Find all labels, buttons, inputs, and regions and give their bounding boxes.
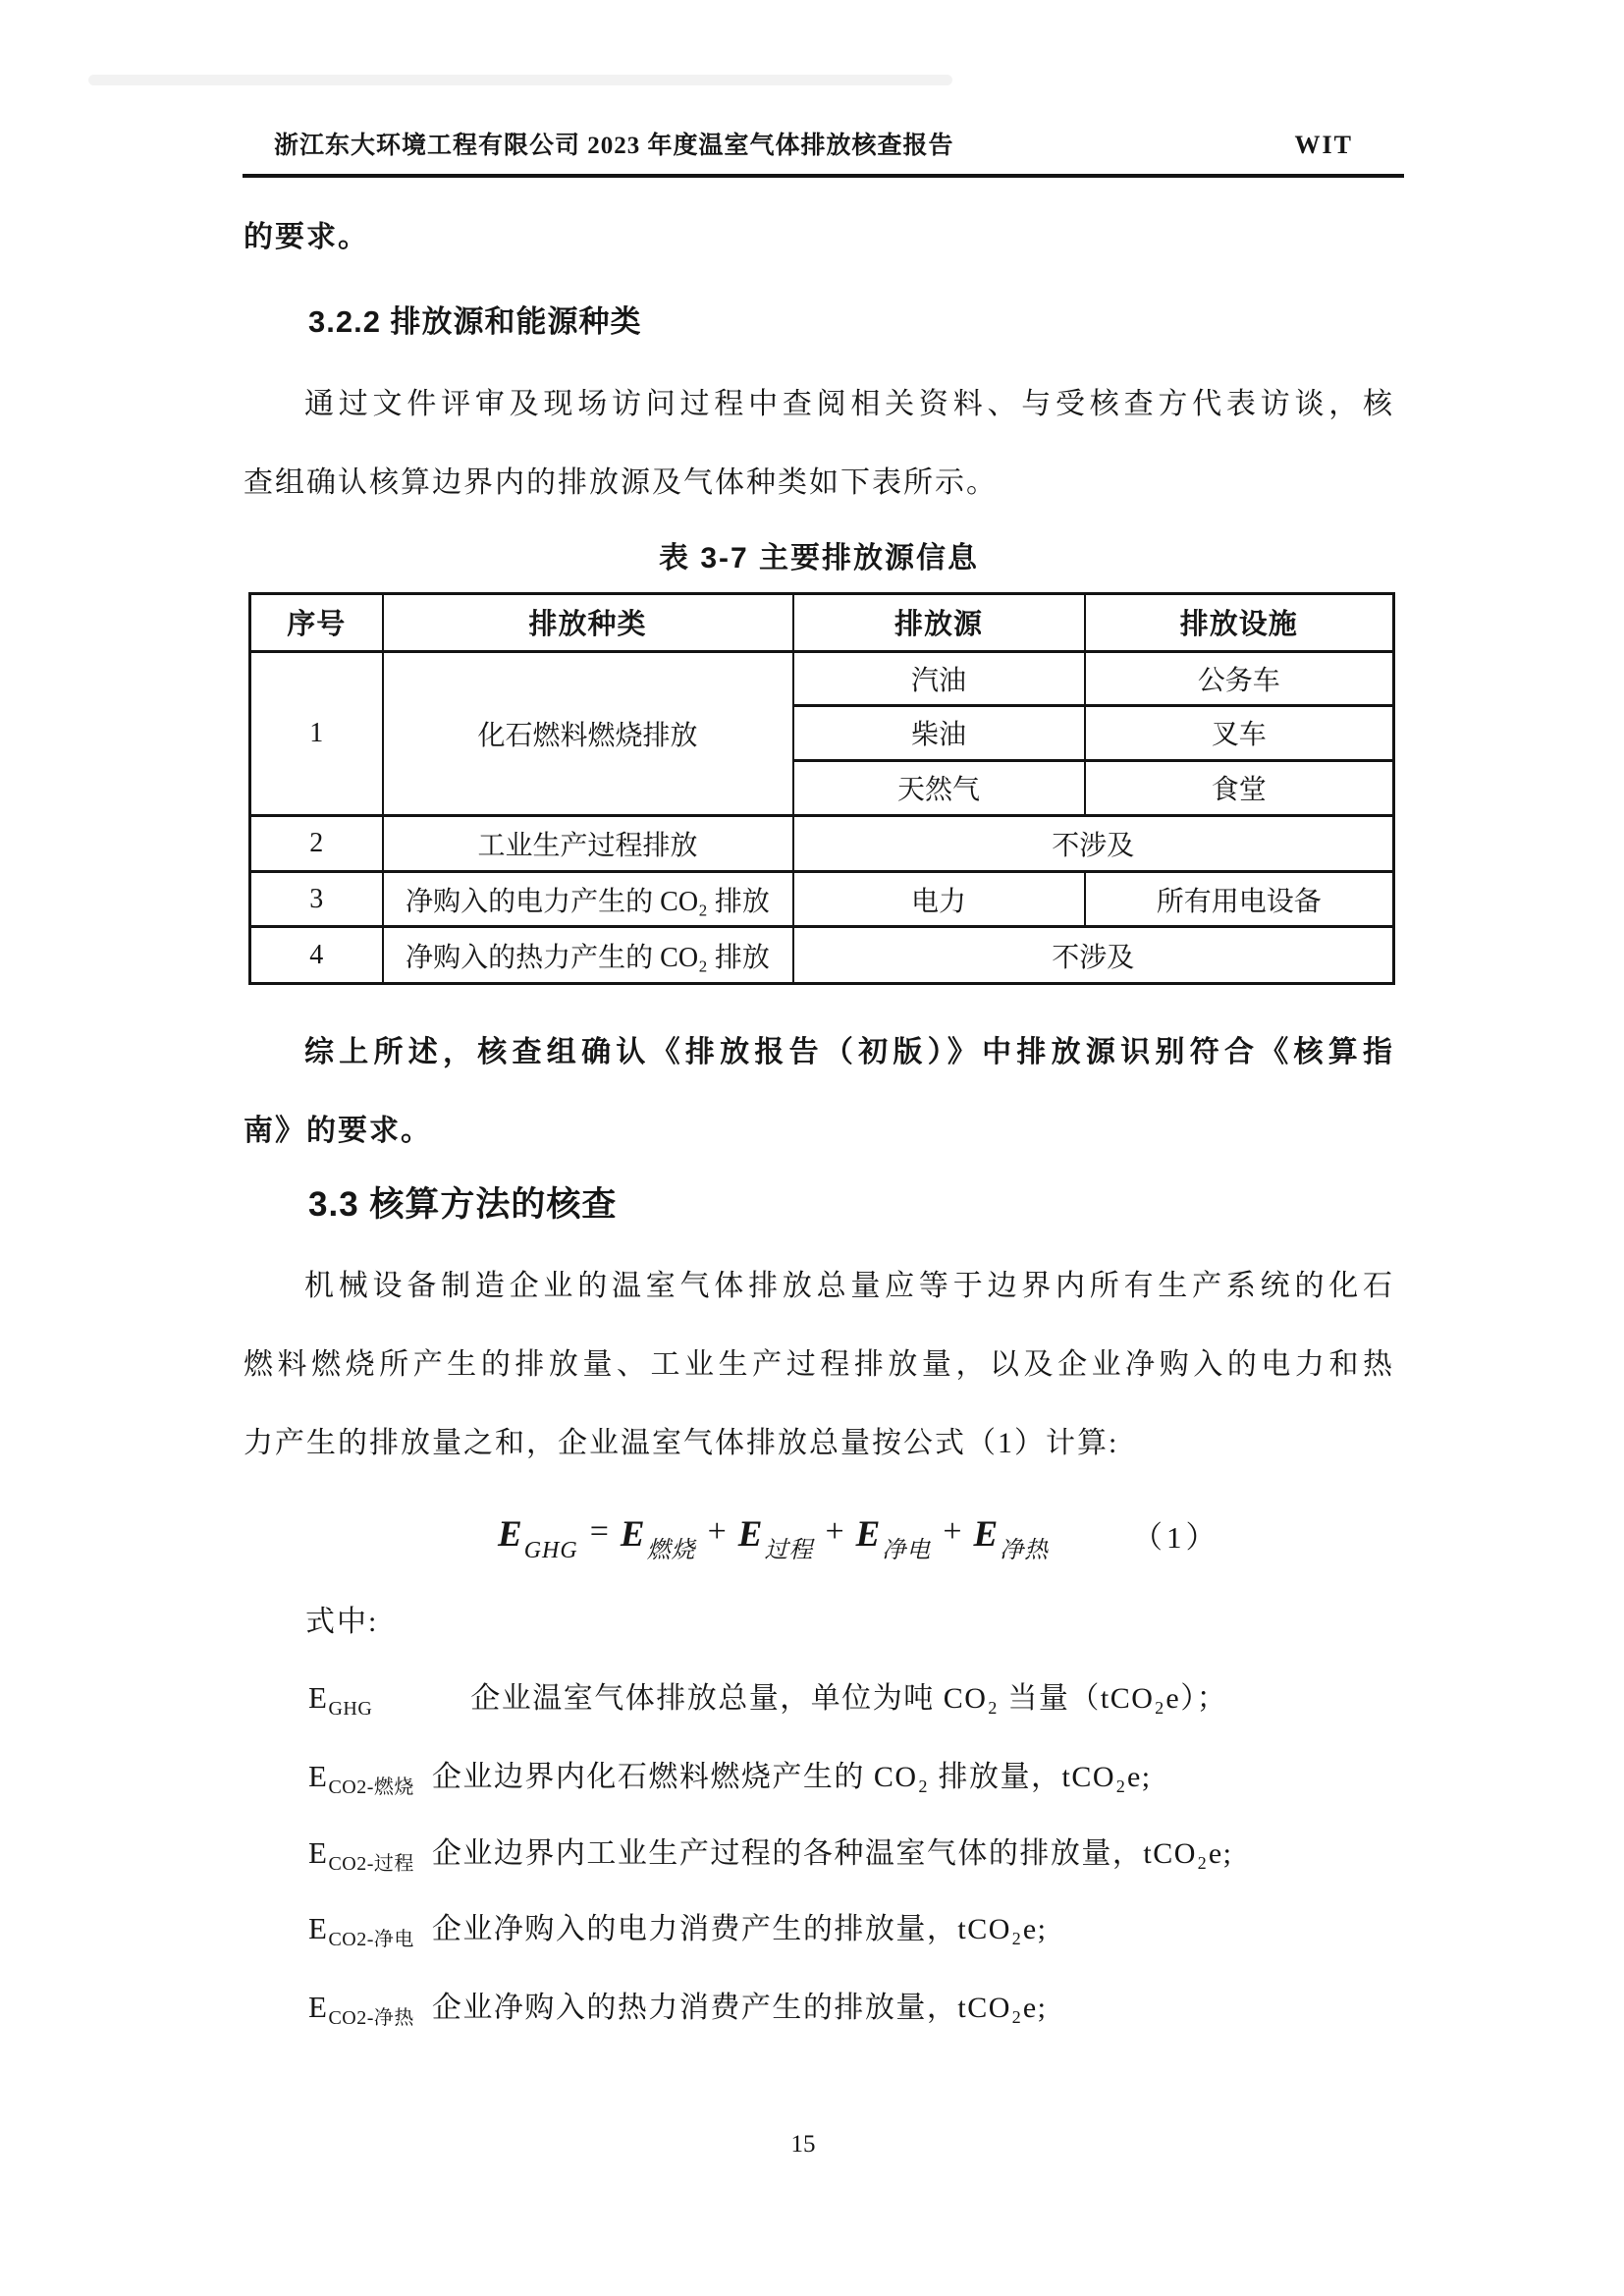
definition-eghg <box>308 1675 1398 1724</box>
col-header-kind: 排放种类 <box>383 594 793 652</box>
cell-merged: 不涉及 <box>793 927 1394 984</box>
definition-text: 企业边界内化石燃料燃烧产生的 CO₂ 排放量，tCO₂e; <box>431 1761 1152 1793</box>
definition-co2-process <box>308 1831 1398 1880</box>
cell-no: 4 <box>250 927 383 984</box>
paragraph-line: 查组确认核算边界内的排放源及气体种类如下表所示。 <box>244 466 998 499</box>
formula-lhs: EGHG <box>498 1513 578 1563</box>
definition-co2-net-heat <box>308 1985 1398 2034</box>
table-row <box>250 651 1394 706</box>
paragraph-line: 通过文件评审及现场访问过程中查阅相关资料、与受核查方代表访谈，核 <box>304 388 1394 420</box>
paragraph-line: 南》的要求。 <box>244 1115 432 1147</box>
page-number: 15 <box>790 2131 816 2158</box>
formula-expression <box>498 1513 1050 1563</box>
paragraph-line: 机械设备制造企业的温室气体排放总量应等于边界内所有生产系统的化石 <box>304 1270 1394 1302</box>
formula-number: （1） <box>1132 1519 1220 1555</box>
paragraph-line: 燃料燃烧所产生的排放量、工业生产过程排放量，以及企业净购入的电力和热 <box>244 1348 1394 1381</box>
header-logo-text: WIT <box>1294 131 1353 159</box>
col-header-facility: 排放设施 <box>1085 594 1394 652</box>
table-row <box>250 816 1394 872</box>
cell-kind: 净购入的热力产生的 CO₂ 排放 <box>383 927 793 984</box>
cell-facility: 公务车 <box>1085 651 1394 706</box>
definition-text: 企业边界内工业生产过程的各种温室气体的排放量，tCO₂e; <box>431 1837 1233 1870</box>
section-33-heading: 3.3 核算方法的核查 <box>308 1185 618 1224</box>
definition-co2-combustion <box>308 1754 1398 1803</box>
where-label: 式中: <box>305 1606 379 1638</box>
cell-kind: 工业生产过程排放 <box>383 816 793 872</box>
cell-kind: 化石燃料燃烧排放 <box>383 651 793 816</box>
cell-no: 1 <box>250 651 383 816</box>
cell-facility: 所有用电设备 <box>1085 871 1394 927</box>
cell-kind: 净购入的电力产生的 CO₂ 排放 <box>383 871 793 927</box>
formula-term: E燃烧 <box>620 1513 696 1563</box>
formula-1 <box>244 1495 1394 1573</box>
symbol: $E_{CO2-燃烧}$ <box>308 1759 414 1798</box>
plus-sign: + <box>825 1513 844 1550</box>
header-rule <box>243 174 1404 178</box>
formula-term: E过程 <box>737 1513 814 1563</box>
section-322-heading: 3.2.2 排放源和能源种类 <box>308 304 642 339</box>
symbol: $E_{CO2-净热}$ <box>308 1990 414 2029</box>
symbol: $E_{GHG}$ <box>308 1680 373 1720</box>
definition-text: 企业净购入的电力消费产生的排放量，tCO₂e; <box>431 1913 1048 1945</box>
symbol: $E_{CO2-净电}$ <box>308 1911 414 1950</box>
cell-source: 电力 <box>793 871 1085 927</box>
cell-no: 2 <box>250 816 383 872</box>
paragraph-line: 力产生的排放量之和，企业温室气体排放总量按公式（1）计算: <box>244 1427 1119 1459</box>
formula-term: E净热 <box>973 1513 1050 1563</box>
col-header-no: 序号 <box>250 594 383 652</box>
definition-co2-net-electricity <box>308 1906 1398 1955</box>
table-row <box>250 871 1394 927</box>
table-caption: 表 3-7 主要排放源信息 <box>658 542 980 574</box>
definition-text: 企业净购入的热力消费产生的排放量，tCO₂e; <box>431 1992 1048 2024</box>
cell-source: 汽油 <box>793 651 1085 706</box>
equals-sign: = <box>589 1513 609 1550</box>
cell-facility: 食堂 <box>1085 760 1394 816</box>
paragraph-line: 综上所述，核查组确认《排放报告（初版）》中排放源识别符合《核算指 <box>304 1036 1394 1068</box>
conclusion-paragraph <box>244 1013 1394 1171</box>
definition-text: 企业温室气体排放总量，单位为吨 CO₂ 当量（tCO₂e）； <box>470 1682 1228 1715</box>
plus-sign: + <box>943 1513 962 1550</box>
cell-facility: 叉车 <box>1085 706 1394 761</box>
section-33-paragraph <box>244 1247 1394 1483</box>
page-header <box>244 126 1394 161</box>
section-322-paragraph <box>244 365 1394 522</box>
col-header-source: 排放源 <box>793 594 1085 652</box>
cell-source: 天然气 <box>793 760 1085 816</box>
table-header-row <box>250 594 1394 652</box>
plus-sign: + <box>707 1513 727 1550</box>
header-title: 浙江东大环境工程有限公司 2023 年度温室气体排放核查报告 <box>274 133 954 159</box>
scan-artifact <box>88 75 952 85</box>
cell-source: 柴油 <box>793 706 1085 761</box>
table-row <box>250 927 1394 984</box>
formula-term: E净电 <box>855 1513 932 1563</box>
cell-merged: 不涉及 <box>793 816 1394 872</box>
emission-sources-table <box>248 592 1395 985</box>
cell-no: 3 <box>250 871 383 927</box>
intro-fragment: 的要求。 <box>244 221 369 253</box>
symbol: $E_{CO2-过程}$ <box>308 1835 414 1875</box>
